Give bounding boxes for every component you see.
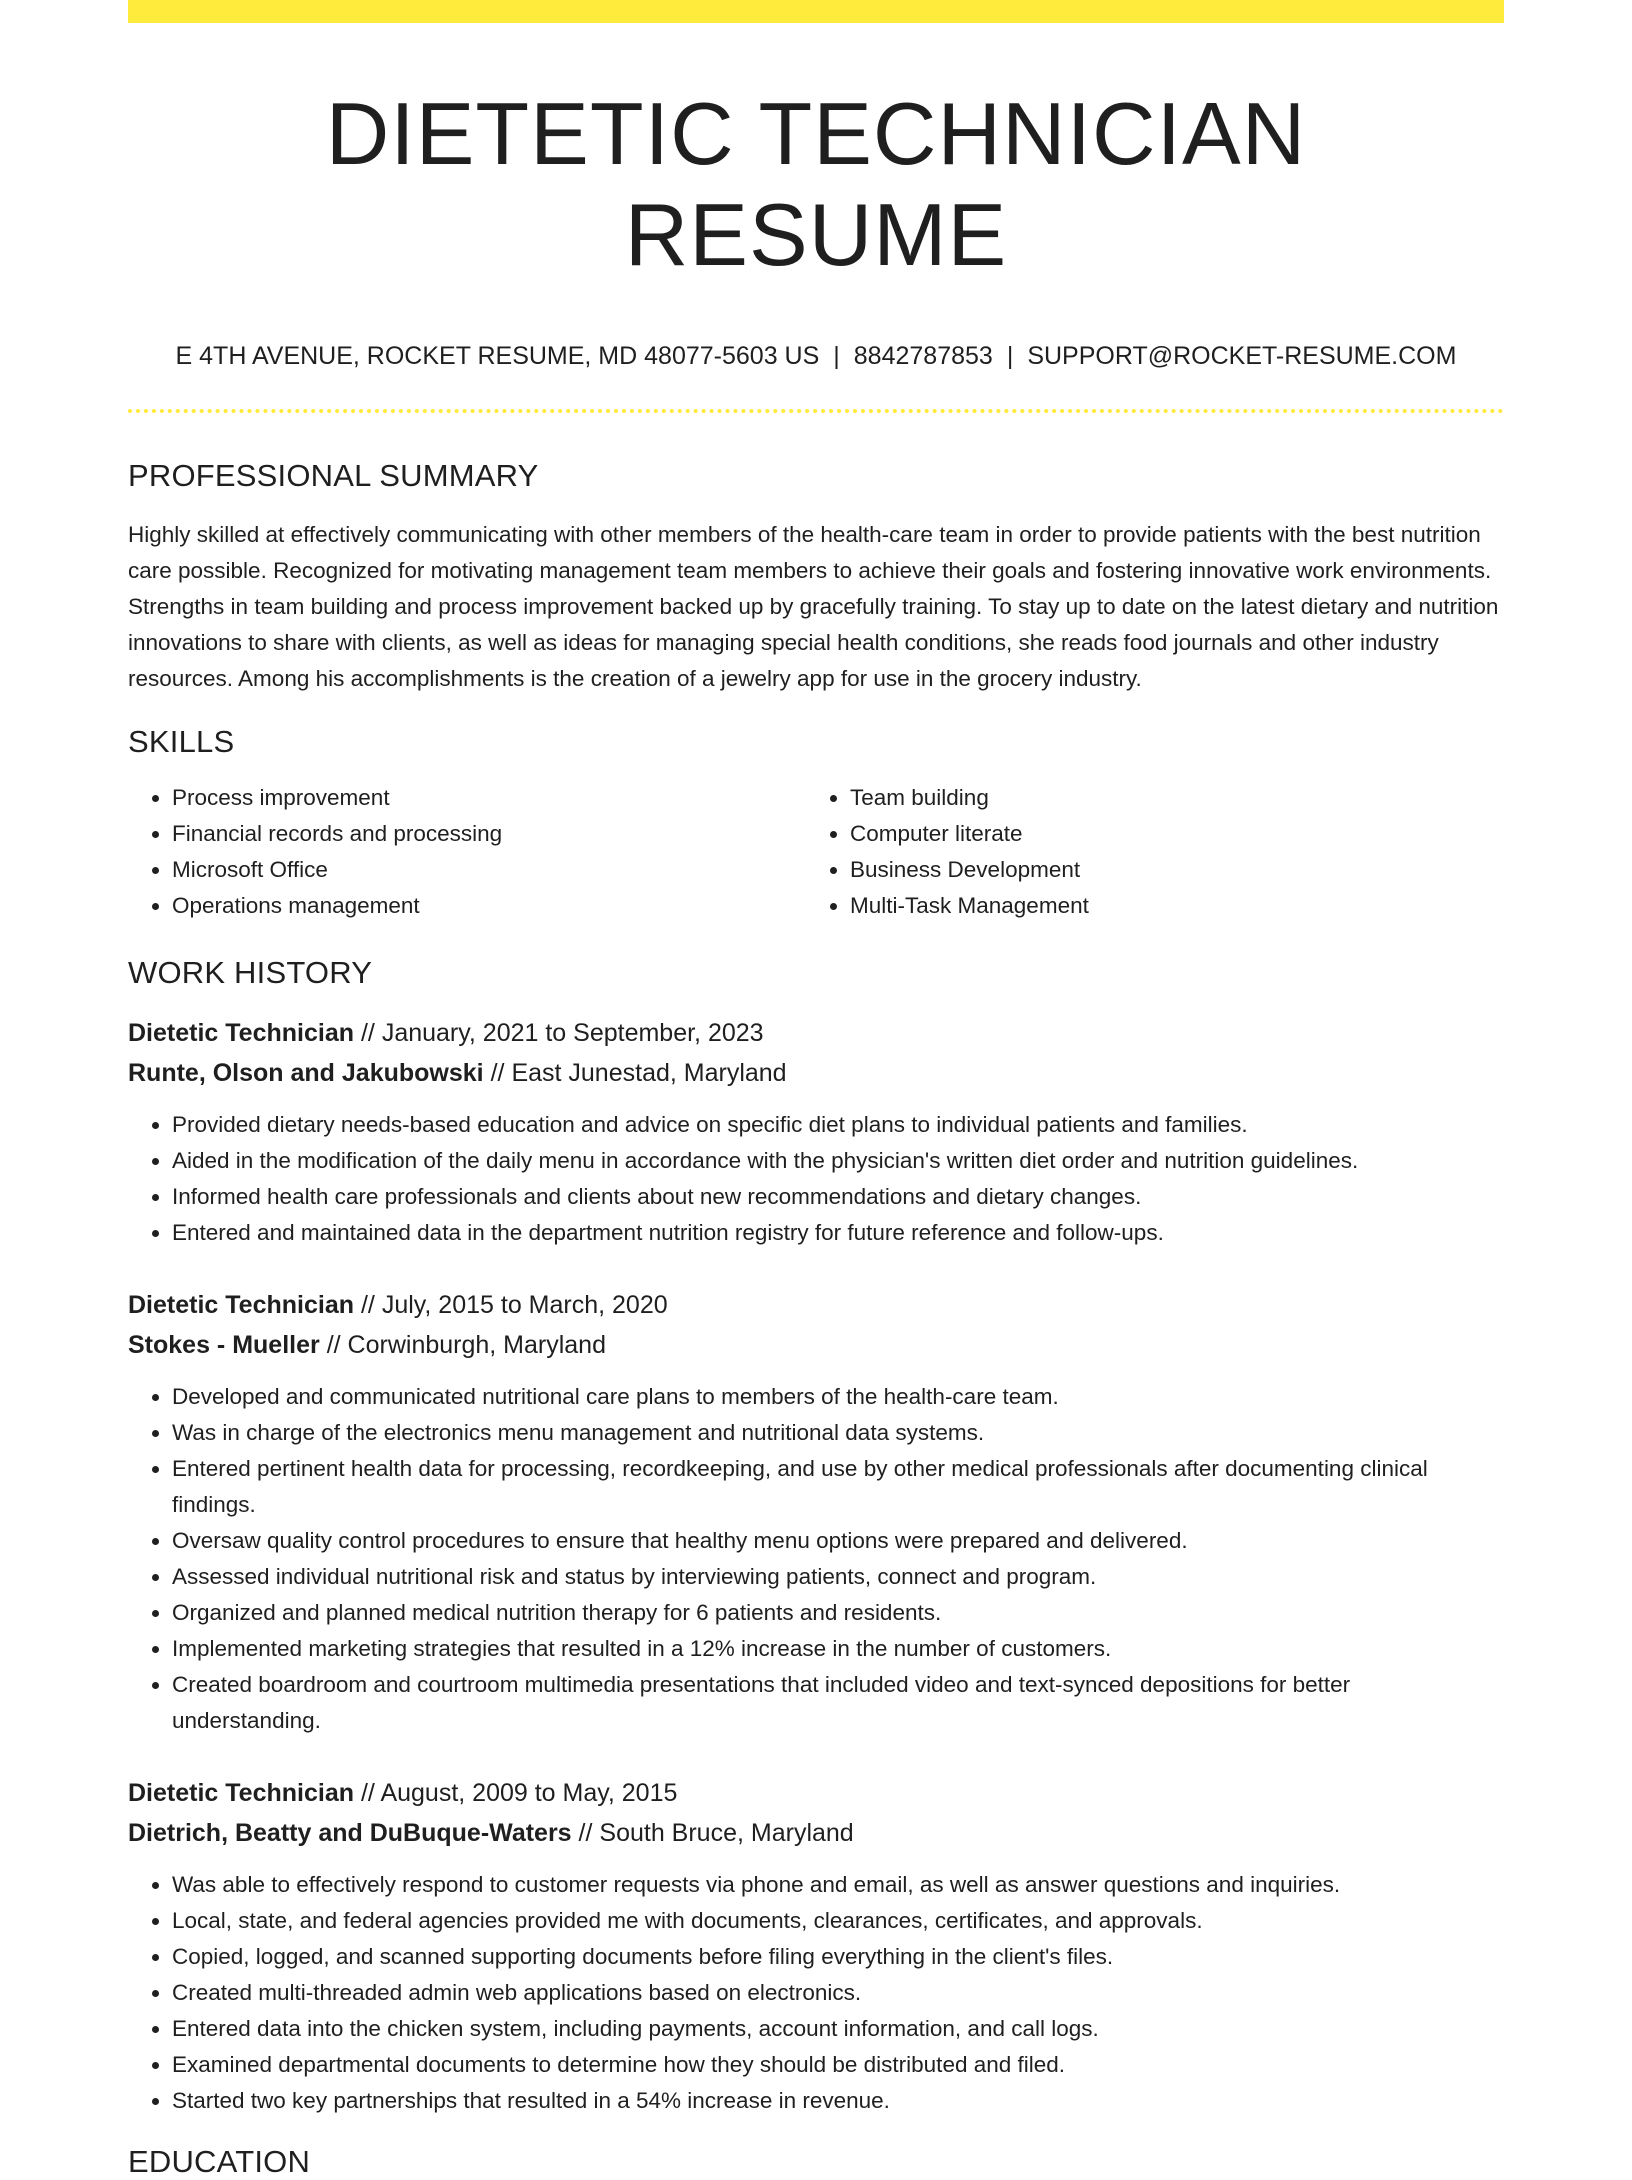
dotted-divider bbox=[128, 409, 1504, 413]
skills-heading: SKILLS bbox=[128, 723, 235, 759]
skill-item: • Operations management bbox=[172, 888, 806, 924]
job-company-line bbox=[128, 1813, 1504, 1853]
job-bullet: • Entered and maintained data in the department nutrition registry for future reference and follow-ups. bbox=[172, 1215, 1504, 1251]
job-bullet: • Organized and planned medical nutrition therapy for 6 patients and residents. bbox=[172, 1595, 1504, 1631]
contact-phone: 8842787853 bbox=[853, 342, 993, 371]
job-company: Dietrich, Beatty and DuBuque-Waters bbox=[128, 1818, 572, 1847]
job-bullet: • Local, state, and federal agencies provided me with documents, clearances, certificates, and approvals. bbox=[172, 1903, 1504, 1939]
contact-separator: | bbox=[1006, 342, 1014, 371]
job-company: Runte, Olson and Jakubowski bbox=[128, 1058, 484, 1087]
skill-item: • Multi-Task Management bbox=[850, 888, 1484, 924]
education-heading: EDUCATION bbox=[128, 2143, 311, 2179]
skill-item: • Financial records and processing bbox=[172, 816, 806, 852]
job-bullets bbox=[128, 1107, 1504, 1251]
job-entry bbox=[128, 1013, 1504, 1251]
resume-title: DIETETIC TECHNICIAN RESUME bbox=[325, 84, 1307, 285]
job-bullet: • Started two key partnerships that resulted in a 54% increase in revenue. bbox=[172, 2083, 1504, 2119]
job-bullet: • Was able to effectively respond to customer requests via phone and email, as well as answer questions and inquiries. bbox=[172, 1867, 1504, 1903]
delimiter: // bbox=[326, 1330, 341, 1359]
delimiter: // bbox=[490, 1058, 505, 1087]
job-location: East Junestad, Maryland bbox=[511, 1058, 787, 1087]
skill-item: • Computer literate bbox=[850, 816, 1484, 852]
job-title-line bbox=[128, 1013, 1504, 1053]
work-history-heading: WORK HISTORY bbox=[128, 954, 373, 990]
skill-item: • Business Development bbox=[850, 852, 1484, 888]
job-bullet: • Informed health care professionals and clients about new recommendations and dietary changes. bbox=[172, 1179, 1504, 1215]
delimiter: // bbox=[360, 1018, 375, 1047]
job-entry bbox=[128, 1773, 1504, 2119]
skill-item: • Team building bbox=[850, 780, 1484, 816]
job-bullet: • Was in charge of the electronics menu management and nutritional data systems. bbox=[172, 1415, 1504, 1451]
job-title-line bbox=[128, 1773, 1504, 1813]
job-bullet: • Created multi-threaded admin web applications based on electronics. bbox=[172, 1975, 1504, 2011]
job-bullet: • Created boardroom and courtroom multimedia presentations that included video and text-synced depositions for better understanding. bbox=[172, 1667, 1504, 1739]
job-location: Corwinburgh, Maryland bbox=[347, 1330, 606, 1359]
delimiter: // bbox=[360, 1290, 375, 1319]
contact-address: E 4TH AVENUE, ROCKET RESUME, MD 48077-5603 US bbox=[175, 342, 820, 371]
job-dates: January, 2021 to September, 2023 bbox=[381, 1018, 764, 1047]
job-entry bbox=[128, 1285, 1504, 1739]
job-bullet: • Provided dietary needs-based education and advice on specific diet plans to individual patients and families. bbox=[172, 1107, 1504, 1143]
job-title: Dietetic Technician bbox=[128, 1018, 354, 1047]
job-bullet: • Examined departmental documents to determine how they should be distributed and filed. bbox=[172, 2047, 1504, 2083]
job-location: South Bruce, Maryland bbox=[599, 1818, 854, 1847]
job-bullet: • Oversaw quality control procedures to ensure that healthy menu options were prepared and delivered. bbox=[172, 1523, 1504, 1559]
job-bullet: • Aided in the modification of the daily menu in accordance with the physician's written diet order and nutrition guidelines. bbox=[172, 1143, 1504, 1179]
summary-heading: PROFESSIONAL SUMMARY bbox=[128, 458, 539, 494]
job-title-line bbox=[128, 1285, 1504, 1325]
job-bullet: • Implemented marketing strategies that resulted in a 12% increase in the number of customers. bbox=[172, 1631, 1504, 1667]
top-accent-bar bbox=[128, 0, 1504, 23]
skill-item: • Process improvement bbox=[172, 780, 806, 816]
job-bullet: • Entered data into the chicken system, including payments, account information, and call logs. bbox=[172, 2011, 1504, 2047]
job-bullets bbox=[128, 1867, 1504, 2119]
job-title: Dietetic Technician bbox=[128, 1778, 354, 1807]
skills-column-right bbox=[806, 780, 1484, 924]
delimiter: // bbox=[578, 1818, 593, 1847]
job-bullets bbox=[128, 1379, 1504, 1739]
job-dates: July, 2015 to March, 2020 bbox=[381, 1290, 668, 1319]
skills-list bbox=[128, 780, 1504, 924]
contact-separator: | bbox=[833, 342, 840, 371]
job-bullet: • Entered pertinent health data for processing, recordkeeping, and use by other medical professionals after documenting clinical findings. bbox=[172, 1451, 1504, 1523]
skills-column-left bbox=[128, 780, 806, 924]
job-bullet: • Copied, logged, and scanned supporting documents before filing everything in the client's files. bbox=[172, 1939, 1504, 1975]
job-dates: August, 2009 to May, 2015 bbox=[380, 1778, 678, 1807]
job-company-line bbox=[128, 1053, 1504, 1093]
job-company: Stokes - Mueller bbox=[128, 1330, 320, 1359]
delimiter: // bbox=[360, 1778, 375, 1807]
contact-email: SUPPORT@ROCKET-RESUME.COM bbox=[1027, 342, 1457, 371]
job-bullet: • Assessed individual nutritional risk and status by interviewing patients, connect and program. bbox=[172, 1559, 1504, 1595]
skill-item: • Microsoft Office bbox=[172, 852, 806, 888]
job-company-line bbox=[128, 1325, 1504, 1365]
job-bullet: • Developed and communicated nutritional care plans to members of the health-care team. bbox=[172, 1379, 1504, 1415]
summary-text: Highly skilled at effectively communicating with other members of the health-care team in order to provide patients with the best nutrition care possible. Recognized for motivating management team members to achieve their goals and fostering innovative work environments. Strengths in team building and process improvement backed up by gracefully training. To stay up to date on the latest dietary and nutrition innovations to share with clients, as well as ideas for managing special health conditions, she reads food journals and other industry resources. Among his accomplishments is the creation of a jewelry app for use in the grocery industry. bbox=[128, 521, 1499, 691]
resume-page bbox=[128, 0, 1504, 2180]
job-title: Dietetic Technician bbox=[128, 1290, 354, 1319]
contact-line bbox=[128, 341, 1504, 371]
